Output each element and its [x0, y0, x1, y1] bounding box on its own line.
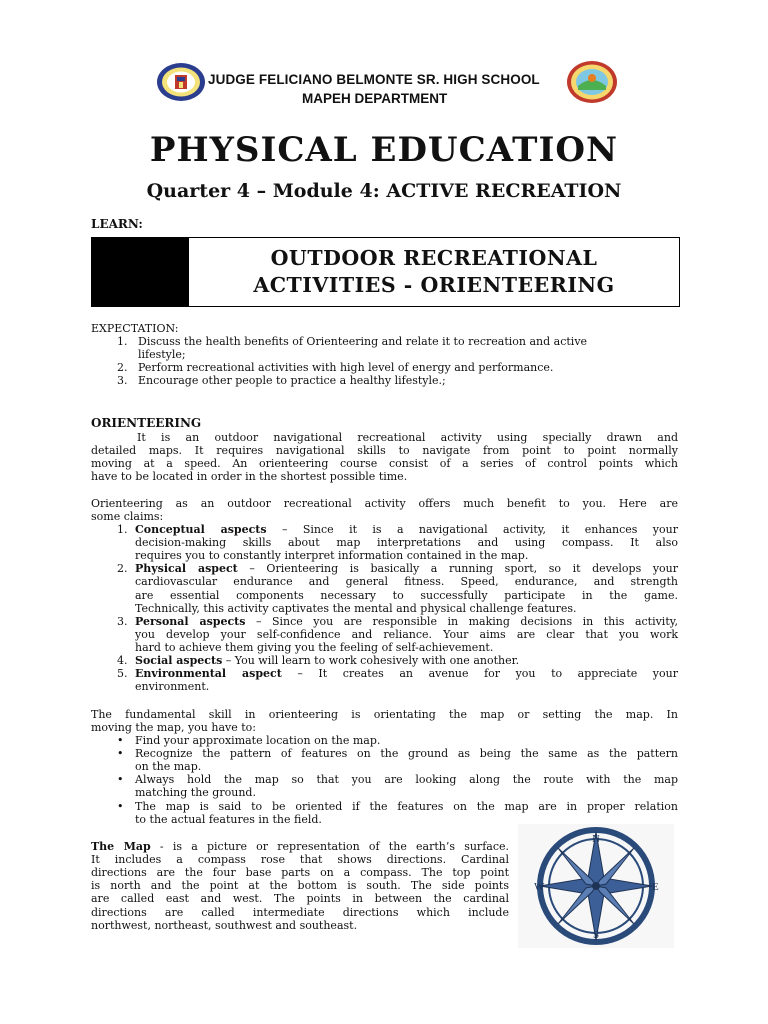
- bullet-item: Recognize the pattern of features on the ground as being the same as the pattern: [135, 747, 678, 761]
- paragraph-line: It is an outdoor navigational recreational activity using specially drawn and: [137, 431, 678, 444]
- compass-rose-icon: [518, 824, 674, 948]
- bullet-item: Always hold the map so that you are looking along the route with the map: [135, 773, 678, 787]
- list-item: [135, 654, 678, 667]
- list-item: are essential components necessary to successfully participate in the game.: [135, 588, 678, 602]
- map-title: The Map: [91, 840, 151, 853]
- paragraph-line: Orienteering as an outdoor recreational activity offers much benefit to you. Here are: [91, 497, 678, 510]
- banner-line-1: OUTDOOR RECREATIONAL: [270, 246, 598, 270]
- list-item: environment.: [135, 680, 210, 694]
- map-line: northwest, northeast, southwest and southeast.: [91, 918, 358, 932]
- school-name: JUDGE FELICIANO BELMONTE SR. HIGH SCHOOL: [208, 72, 540, 87]
- compass-n-label: N: [592, 833, 600, 845]
- list-number: 1.: [117, 335, 128, 348]
- bullet-item: matching the ground.: [135, 786, 256, 800]
- compass-s-label: S: [593, 929, 600, 941]
- bullet-item: Find your approximate location on the map.: [135, 734, 381, 747]
- module-subtitle: Quarter 4 – Module 4: ACTIVE RECREATION: [146, 180, 622, 202]
- list-item: [135, 667, 678, 680]
- map-line: directions are called intermediate directions which include: [91, 905, 509, 919]
- list-item: [135, 562, 678, 575]
- claim-text: – Orienteering is basically a running sport, so it develops your: [237, 562, 678, 576]
- page-title: PHYSICAL EDUCATION: [149, 130, 619, 170]
- list-number: 2.: [117, 361, 128, 375]
- section-heading: ORIENTEERING: [91, 416, 202, 430]
- department-name: MAPEH DEPARTMENT: [302, 91, 448, 106]
- list-item: Technically, this activity captivates the mental and physical challenge features.: [135, 601, 577, 615]
- list-item: hard to achieve them giving you the feeling of self-achievement.: [135, 640, 494, 654]
- topic-banner: [188, 237, 680, 307]
- list-item: you develop your self-confidence and reliance. Your aims are clear that you work: [135, 627, 678, 641]
- paragraph-line: detailed maps. It requires navigational skills to navigate from point to point normally: [91, 444, 678, 458]
- list-item: decision-making skills about map interpretations and using compass. It also: [135, 536, 678, 550]
- list-number: 1.: [117, 523, 128, 536]
- list-item: Perform recreational activities with high level of energy and performance.: [138, 361, 554, 375]
- paragraph-line: have to be located in order in the shortest possible time.: [91, 470, 408, 484]
- claim-title: Personal aspects: [135, 614, 246, 628]
- claim-text: – It creates an avenue for you to appreciate your: [281, 667, 678, 681]
- claim-title: Social aspects: [135, 654, 223, 667]
- map-line: directions are the four base parts on a compass. The top point: [91, 866, 509, 880]
- bullet-dot: •: [117, 773, 124, 787]
- list-number: 3.: [117, 374, 128, 388]
- learn-label: LEARN:: [91, 217, 143, 231]
- map-text: - is a picture or representation of the earth’s surface.: [150, 840, 509, 853]
- list-item: requires you to constantly interpret information contained in the map.: [135, 549, 529, 563]
- paragraph-line: some claims:: [91, 510, 164, 524]
- bullet-dot: •: [117, 734, 124, 747]
- banner-black-block: [91, 237, 188, 307]
- department-seal-logo: [566, 60, 618, 104]
- compass-w-label: W: [534, 881, 545, 893]
- claim-title: Physical aspect: [135, 562, 238, 576]
- list-number: 2.: [117, 562, 128, 576]
- claim-title: Conceptual aspects: [135, 523, 267, 536]
- list-item: lifestyle;: [138, 348, 186, 362]
- expectation-label: EXPECTATION:: [91, 322, 179, 335]
- claim-title: Environmental aspect: [135, 667, 282, 681]
- claim-text: – Since you are responsible in making decisions in this activity,: [245, 614, 678, 628]
- bullet-dot: •: [117, 799, 124, 813]
- claim-text: – You will learn to work cohesively with one another.: [222, 654, 520, 667]
- map-line: is north and the point at the bottom is south. The side points: [91, 879, 509, 893]
- list-item: [135, 523, 678, 536]
- bullet-dot: •: [117, 747, 124, 761]
- paragraph-line: moving at a speed. An orienteering course consist of a series of control points which: [91, 457, 678, 471]
- paragraph-line: The fundamental skill in orienteering is orientating the map or setting the map. In: [91, 708, 678, 721]
- bullet-item: to the actual features in the field.: [135, 812, 322, 826]
- map-line: are called east and west. The points in between the cardinal: [91, 892, 509, 906]
- banner-line-2: ACTIVITIES - ORIENTEERING: [253, 273, 615, 297]
- map-line: [91, 840, 509, 853]
- paragraph-line: moving the map, you have to:: [91, 721, 256, 735]
- list-number: 4.: [117, 654, 128, 667]
- list-item: [135, 615, 678, 628]
- bullet-item: The map is said to be oriented if the features on the map are in proper relation: [135, 799, 678, 813]
- list-item: Discuss the health benefits of Orienteering and relate it to recreation and active: [138, 335, 588, 348]
- list-item: cardiovascular endurance and general fitness. Speed, endurance, and strength: [135, 575, 678, 589]
- list-item: Encourage other people to practice a healthy lifestyle.;: [138, 374, 446, 388]
- list-number: 5.: [117, 667, 128, 681]
- list-number: 3.: [117, 614, 128, 628]
- bullet-item: on the map.: [135, 760, 202, 774]
- school-seal-logo: [156, 62, 206, 102]
- map-line: It includes a compass rose that shows directions. Cardinal: [91, 853, 509, 867]
- claim-text: – Since it is a navigational activity, it enhances your: [266, 523, 678, 536]
- compass-e-label: E: [652, 881, 659, 893]
